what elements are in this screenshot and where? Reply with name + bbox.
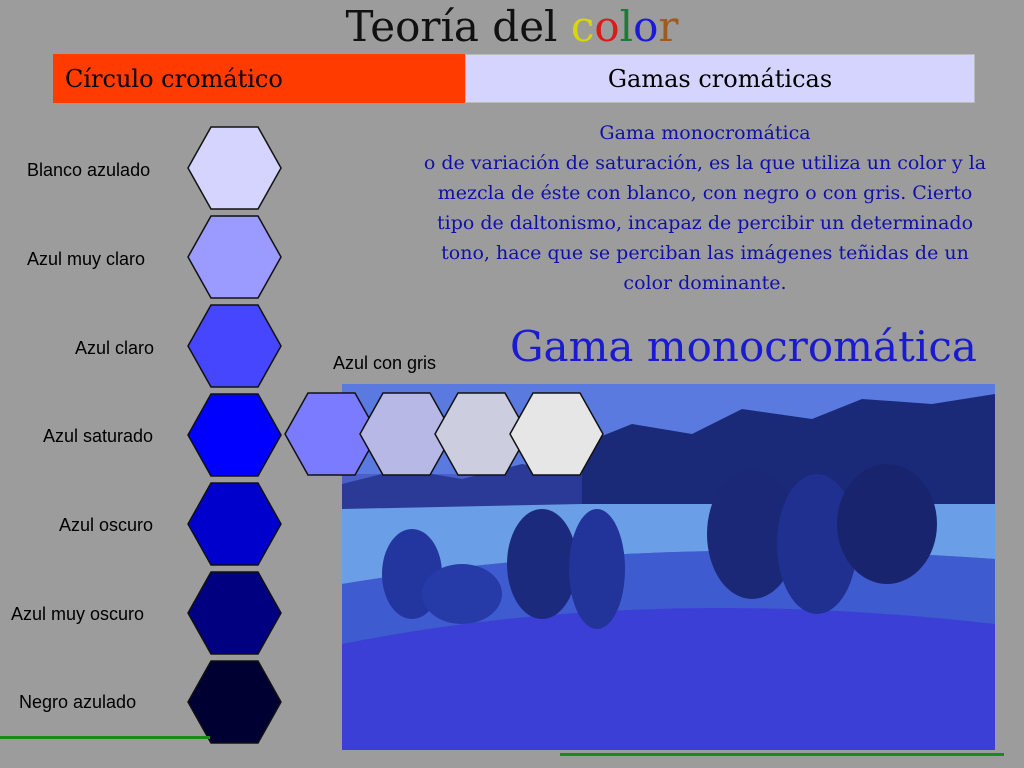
section-heading: Gama monocromática <box>510 322 977 371</box>
label-azul-muy-claro: Azul muy claro <box>27 249 146 269</box>
accent-line-left <box>0 736 210 739</box>
label-azul-oscuro: Azul oscuro <box>59 515 154 535</box>
page-title: Teoría del color <box>345 2 679 51</box>
description-body: o de variación de saturación, es la que utiliza un color y la mezcla de éste con blanco, con negro o con gris. Cierto tipo de daltonismo, incapaz de percibir un determinado tono, hace que se perciban las imágenes teñidas de un color dominante. <box>423 152 987 294</box>
hexagon-azul-muy-claro <box>187 215 282 299</box>
hexagon-azul-muy-oscuro <box>187 571 282 655</box>
accent-line-right <box>560 753 1004 756</box>
label-negro-azulado: Negro azulado <box>19 692 137 712</box>
description-text <box>420 118 990 298</box>
hexagon-blanco-azulado <box>187 126 282 210</box>
label-azul-claro: Azul claro <box>75 338 155 358</box>
hexagon-gray-4 <box>509 392 604 476</box>
tab-gamas-cromaticas[interactable] <box>465 54 975 103</box>
hexagon-negro-azulado <box>187 660 282 744</box>
label-azul-saturado: Azul saturado <box>43 426 154 446</box>
hexagon-azul-claro <box>187 304 282 388</box>
label-azul-con-gris: Azul con gris <box>333 353 437 373</box>
label-blanco-azulado: Blanco azulado <box>27 160 151 180</box>
tab-circulo-cromatico[interactable] <box>53 54 465 103</box>
description-heading: Gama monocromática <box>599 122 811 144</box>
hexagon-azul-oscuro <box>187 482 282 566</box>
label-azul-muy-oscuro: Azul muy oscuro <box>11 604 145 624</box>
hexagon-azul-saturado <box>187 393 282 477</box>
tab-label: Círculo cromático <box>65 64 283 93</box>
tab-label: Gamas cromáticas <box>607 64 833 93</box>
